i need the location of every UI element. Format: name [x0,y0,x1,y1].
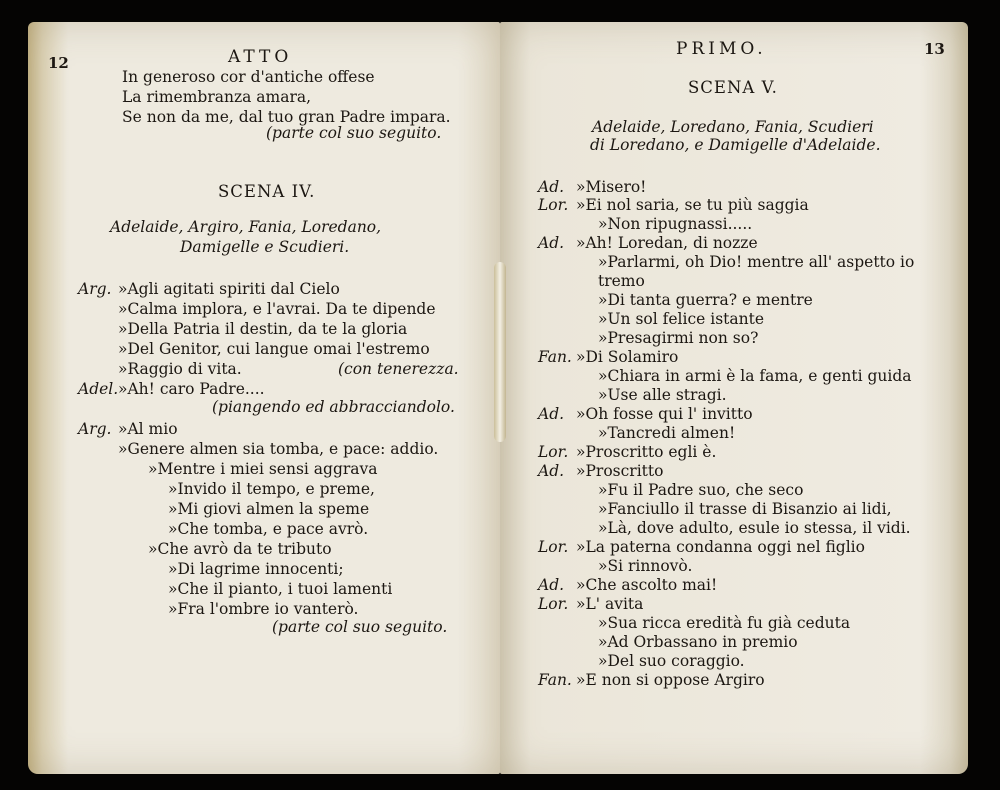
dialogue-line: »Di Solamiro [576,348,679,366]
speaker: Arg. [78,280,112,298]
speaker: Ad. [538,462,565,480]
dialogue-line: »Che avrò da te tributo [148,540,332,558]
dialogue-line: »La paterna condanna oggi nel figlio [576,538,865,556]
dialogue-line: »E non si oppose Argiro [576,671,765,689]
dialogue-line: »Là, dove adulto, esule io stessa, il vidi. [598,519,911,537]
dialogue-line: »Presagirmi non so? [598,329,759,347]
speaker: Lor. [538,196,569,214]
stage-direction: (con tenerezza. [338,360,459,378]
stage-direction: (piangendo ed abbracciandolo. [212,398,455,416]
left-page [28,22,500,774]
dialogue-line: »Della Patria il destin, da te la gloria [118,320,408,338]
speaker: Fan. [538,348,572,366]
running-head: PRIMO. [676,39,767,59]
speaker: Lor. [538,538,569,556]
dialogue-line: »Tancredi almen! [598,424,736,442]
dialogue-line: »Fra l'ombre io vanterò. [168,600,359,618]
speaker: Arg. [78,420,112,438]
speaker: Fan. [538,671,572,689]
stage-direction: (parte col suo seguito. [266,124,442,142]
dialogue-line: »Invido il tempo, e preme, [168,480,375,498]
dialogue-line: »Agli agitati spiriti dal Cielo [118,280,340,298]
dialogue-line: »Ad Orbassano in premio [598,633,798,651]
dialogue-line: »Mi giovi almen la speme [168,500,370,518]
dialogue-line: »Si rinnovò. [598,557,693,575]
speaker: Ad. [538,178,565,196]
speaker: Lor. [538,443,569,461]
verse-line: In generoso cor d'antiche offese [122,68,375,86]
cast-list: Adelaide, Loredano, Fania, Scudieri [592,118,874,136]
dialogue-line: »Raggio di vita. [118,360,242,378]
dialogue-line: »Fu il Padre suo, che seco [598,481,804,499]
dialogue-line: »Di tanta guerra? e mentre [598,291,813,309]
dialogue-line: »Di lagrime innocenti; [168,560,344,578]
scene-title: SCENA V. [688,78,778,97]
speaker: Ad. [538,405,565,423]
running-head: ATTO [228,47,293,67]
dialogue-line: »Del suo coraggio. [598,652,745,670]
verse-line: La rimembranza amara, [122,88,312,106]
dialogue-line: »Del Genitor, cui langue omai l'estremo [118,340,430,358]
open-book [28,22,968,774]
page-number: 12 [48,54,69,72]
dialogue-line: »L' avita [576,595,644,613]
dialogue-line: »Ei nol saria, se tu più saggia [576,196,809,214]
dialogue-line: »Che il pianto, i tuoi lamenti [168,580,393,598]
dialogue-line: »Un sol felice istante [598,310,764,328]
dialogue-line: »Che tomba, e pace avrò. [168,520,369,538]
dialogue-line: »Fanciullo il trasse di Bisanzio ai lidi, [598,500,892,518]
speaker: Lor. [538,595,569,613]
dialogue-line: »Al mio [118,420,178,438]
dialogue-line: »Proscritto [576,462,664,480]
dialogue-line: »Use alle stragi. [598,386,727,404]
dialogue-line: »Parlarmi, oh Dio! mentre all' aspetto io [598,253,915,271]
cast-list: Adelaide, Argiro, Fania, Loredano, [110,218,382,236]
dialogue-line: »Proscritto egli è. [576,443,717,461]
speaker: Adel. [78,380,119,398]
right-page [500,22,968,774]
dialogue-line: »Misero! [576,178,647,196]
page-number: 13 [924,40,945,58]
dialogue-line: »Non ripugnassi..... [598,215,753,233]
dialogue-line: »Mentre i miei sensi aggrava [148,460,378,478]
dialogue-line: »Sua ricca eredità fu già ceduta [598,614,851,632]
speaker: Ad. [538,234,565,252]
dialogue-line: »Genere almen sia tomba, e pace: addio. [118,440,439,458]
speaker: Ad. [538,576,565,594]
dialogue-line: »Che ascolto mai! [576,576,718,594]
cast-list: Damigelle e Scudieri. [180,238,350,256]
dialogue-line: »Ah! Loredan, di nozze [576,234,758,252]
dialogue-line: »Oh fosse qui l' invitto [576,405,753,423]
cast-list: di Loredano, e Damigelle d'Adelaide. [590,136,881,154]
dialogue-line: »Chiara in armi è la fama, e genti guida [598,367,912,385]
scene-title: SCENA IV. [218,182,316,201]
dialogue-line: »Calma implora, e l'avrai. Da te dipende [118,300,436,318]
binding-stitch [494,262,506,442]
stage-direction: (parte col suo seguito. [272,618,448,636]
dialogue-line: »Ah! caro Padre.... [118,380,265,398]
verse-line: Se non da me, dal tuo gran Padre impara. [122,108,451,126]
dialogue-line: tremo [598,272,645,290]
